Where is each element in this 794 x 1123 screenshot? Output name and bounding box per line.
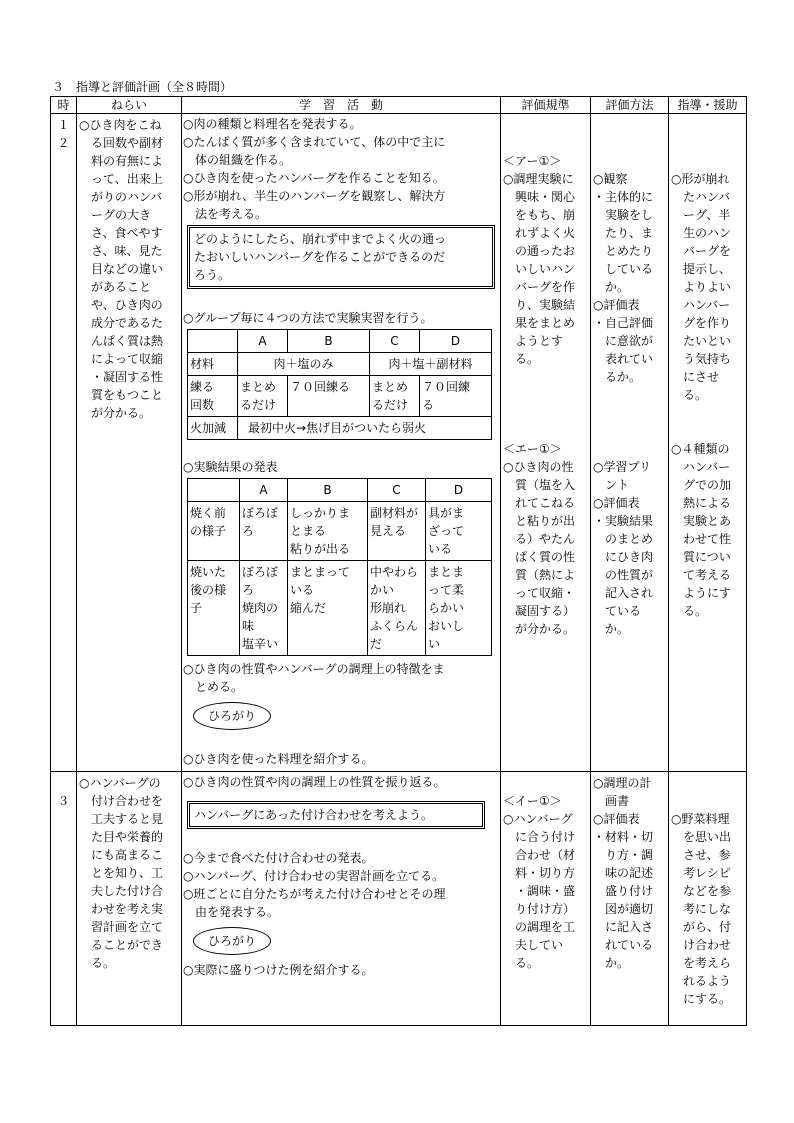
text-line: にひき肉 bbox=[593, 550, 654, 564]
text-line: バーグを bbox=[671, 244, 732, 258]
text-line: って、出来上 bbox=[79, 172, 163, 186]
res-head-d: D bbox=[426, 479, 492, 502]
res-before-a bbox=[240, 502, 288, 561]
text-line: いる bbox=[290, 583, 315, 597]
exp-head-b: B bbox=[288, 330, 370, 353]
support bbox=[671, 810, 744, 1008]
text-line: か。 bbox=[593, 622, 630, 636]
text-line: ７０回練 bbox=[422, 380, 471, 394]
text-line: ○形が崩れ bbox=[671, 172, 730, 186]
res-head-a: A bbox=[240, 479, 288, 502]
text-line: 質（塩を入 bbox=[503, 478, 576, 492]
exp-knead-b: ７０回練る bbox=[288, 376, 370, 417]
text-line: 副材料が bbox=[370, 506, 419, 520]
question-box bbox=[187, 225, 495, 289]
text-line: どのようにしたら、崩れず中までよく火の通っ bbox=[194, 232, 447, 246]
text-line: ○ハンバーグ bbox=[503, 812, 573, 826]
method-cell-2 bbox=[591, 772, 669, 1026]
text-line: る。 bbox=[671, 388, 708, 402]
exp-head-a: A bbox=[238, 330, 288, 353]
res-before-label bbox=[188, 502, 240, 561]
criteria-a bbox=[503, 152, 588, 368]
text-line: ○ひき肉の性 bbox=[503, 460, 574, 474]
text-line: ようとす bbox=[503, 334, 564, 348]
text-line: ・凝固する性 bbox=[79, 370, 164, 384]
aim-text bbox=[79, 116, 179, 422]
activity-group: ○グループ毎に４つの方法で実験実習を行う。 bbox=[183, 311, 433, 325]
aim-cell-1 bbox=[77, 114, 182, 772]
text-line: 熱による bbox=[671, 496, 732, 510]
header-activity: 学 習 活 動 bbox=[182, 97, 501, 114]
activity-cell-2 bbox=[182, 772, 501, 1026]
text-line: ・自己評価 bbox=[593, 316, 654, 330]
text-line: に記入さ bbox=[593, 920, 654, 934]
res-before-d bbox=[426, 502, 492, 561]
criteria-cell-1 bbox=[501, 114, 591, 772]
text-line: しっかりま bbox=[290, 506, 351, 520]
activity-lines bbox=[183, 115, 499, 223]
question-text bbox=[194, 230, 488, 284]
text-line: 考にしな bbox=[671, 902, 732, 916]
text-line: 具がま bbox=[428, 506, 465, 520]
result-table bbox=[187, 478, 492, 656]
text-line: ぱく質の性 bbox=[503, 550, 576, 564]
exp-knead-label bbox=[188, 376, 238, 417]
activity-result: ○実験結果の発表 bbox=[183, 460, 278, 474]
text-line: ○形が崩れ、半生のハンバーグを観察し、解決方 bbox=[183, 189, 446, 203]
text-line: って柔 bbox=[428, 583, 465, 597]
text-line: たおいしいハンバーグを作ることができるのだ bbox=[194, 250, 446, 264]
text-line: 味 bbox=[242, 619, 255, 633]
text-line: 夫してい bbox=[503, 938, 564, 952]
text-line: 質をもつこと bbox=[79, 388, 164, 402]
text-line: の様子 bbox=[190, 524, 227, 538]
exp-head-d: D bbox=[420, 330, 492, 353]
text-line: れるよう bbox=[671, 974, 732, 988]
support-b bbox=[671, 440, 744, 620]
text-line: 中やわら bbox=[370, 565, 419, 579]
activity-lines bbox=[183, 849, 499, 921]
res-after-c bbox=[368, 561, 426, 656]
text-line: 料の有無によ bbox=[79, 154, 164, 168]
text-line: ○ハンバーグの bbox=[79, 776, 161, 790]
exp-head-blank bbox=[188, 330, 238, 353]
text-line: 塩辛い bbox=[242, 637, 279, 651]
text-line: る bbox=[422, 398, 435, 412]
exp-material-cd: 肉＋塩＋副材料 bbox=[370, 353, 492, 376]
text-line: ぼろぼ bbox=[242, 506, 279, 520]
text-line: 質につい bbox=[671, 550, 731, 564]
text-line: が分かる。 bbox=[503, 622, 576, 636]
activity-last: ○実際に盛りつけた例を紹介する。 bbox=[183, 963, 374, 977]
text-line: れている bbox=[593, 938, 654, 952]
text-line: る。 bbox=[503, 956, 540, 970]
text-line: ーグ、半 bbox=[671, 208, 731, 222]
text-line: ○ハンバーグ、付け合わせの実習計画を立てる。 bbox=[183, 869, 445, 883]
res-before-c bbox=[368, 502, 426, 561]
text-line: ○４種類の bbox=[671, 442, 730, 456]
text-line: いしいハン bbox=[503, 262, 576, 276]
header-support: 指導・援助 bbox=[669, 97, 747, 114]
text-line: させ、参 bbox=[671, 848, 731, 862]
res-after-d bbox=[426, 561, 492, 656]
text-line: があること bbox=[79, 280, 152, 294]
text-line: ○野菜料理 bbox=[671, 812, 730, 826]
text-line: をもち、崩 bbox=[503, 208, 576, 222]
text-line: 果をまとめ bbox=[503, 316, 576, 330]
text-line: れずよく火 bbox=[503, 226, 576, 240]
text-line: 形崩れ bbox=[370, 601, 407, 615]
text-line: る回数や副材 bbox=[79, 136, 164, 150]
text-line: ぼろぼ bbox=[242, 565, 279, 579]
criteria-cell-2 bbox=[501, 772, 591, 1026]
res-head-blank bbox=[188, 479, 240, 502]
method-b bbox=[593, 458, 666, 638]
text-line: が分かる。 bbox=[79, 406, 152, 420]
text-line: た目や栄養的 bbox=[79, 830, 164, 844]
text-line: まとま bbox=[428, 565, 465, 579]
text-line: け合わせ bbox=[671, 938, 732, 952]
text-line: 料・切り方 bbox=[503, 866, 576, 880]
text-line: 体の組織を作る。 bbox=[183, 153, 292, 167]
text-line: ○肉の種類と料理名を発表する。 bbox=[183, 117, 362, 131]
text-line: 凝固する） bbox=[503, 604, 576, 618]
text-line: り、実験結 bbox=[503, 298, 576, 312]
guidance-plan-table bbox=[50, 96, 747, 1026]
text-line: いる bbox=[428, 542, 453, 556]
text-line: に意欲が bbox=[593, 334, 654, 348]
text-line: などを参 bbox=[671, 884, 732, 898]
text-line: ○今まで食べた付け合わせの発表。 bbox=[183, 851, 374, 865]
text-line: とを知り、工 bbox=[79, 866, 164, 880]
section-title: ３ 指導と評価計画（全８時間） bbox=[52, 80, 233, 94]
res-head-c: C bbox=[368, 479, 426, 502]
text-line: ○ひき肉の性質やハンバーグの調理上の特徴をま bbox=[183, 662, 445, 676]
text-line: たハンバ bbox=[671, 190, 731, 204]
text-line: ○たんぱく質が多く含まれていて、体の中で主に bbox=[183, 135, 446, 149]
text-line: だ bbox=[370, 637, 383, 651]
text-line: 図が適切 bbox=[593, 902, 654, 916]
text-line: 実験をし bbox=[593, 208, 654, 222]
text-line: の調理を工 bbox=[503, 920, 576, 934]
text-line: たいとい bbox=[671, 334, 732, 348]
text-line: ○評価表 bbox=[593, 298, 640, 312]
text-line: を思い出 bbox=[671, 830, 732, 844]
text-line: ている bbox=[593, 604, 642, 618]
exp-knead-c bbox=[370, 376, 420, 417]
experiment-table bbox=[187, 329, 492, 440]
text-line: まとめ bbox=[240, 380, 277, 394]
text-line: 習計画を立て bbox=[79, 920, 164, 934]
method-a bbox=[593, 170, 666, 386]
exp-heat-value: 最初中火→焦げ目がついたら弱火 bbox=[238, 417, 492, 440]
text-line: たり、ま bbox=[593, 226, 654, 240]
text-line: れてこねる bbox=[503, 496, 576, 510]
text-line: 焼く前 bbox=[190, 506, 227, 520]
period-text: ３ bbox=[57, 794, 70, 808]
text-line: ○調理の計 bbox=[593, 776, 652, 790]
exp-knead-d bbox=[420, 376, 492, 417]
text-line: らかい bbox=[428, 601, 465, 615]
text-line: がら、付 bbox=[671, 920, 732, 934]
res-after-label bbox=[188, 561, 240, 656]
text-line: るだけ bbox=[240, 398, 277, 412]
text-line: まとめ bbox=[372, 380, 409, 394]
hirogari-oval-2: ひろがり bbox=[193, 927, 271, 955]
text-line: う気持ち bbox=[671, 352, 732, 366]
text-line: ハンバー bbox=[671, 298, 731, 312]
exp-head-c: C bbox=[370, 330, 420, 353]
hirogari-oval: ひろがり bbox=[193, 702, 271, 730]
text-line: り付け方） bbox=[503, 902, 576, 916]
text-line: 記入され bbox=[593, 586, 654, 600]
text-line: と粘りが出 bbox=[503, 514, 576, 528]
aim-cell-2 bbox=[77, 772, 182, 1026]
text-line: よりよい bbox=[671, 280, 732, 294]
period-cell-2 bbox=[51, 772, 77, 1026]
text-line: ＜アー①＞ bbox=[503, 154, 562, 168]
plan-row-1 bbox=[51, 114, 747, 772]
text-line: とめる。 bbox=[183, 680, 244, 694]
text-line: 回数 bbox=[190, 398, 215, 412]
text-line: 法を考える。 bbox=[183, 207, 268, 221]
text-line: って収縮・ bbox=[503, 586, 576, 600]
exp-material-label: 材料 bbox=[188, 353, 238, 376]
text-line: ろう。 bbox=[194, 268, 231, 282]
text-line: 味の記述 bbox=[593, 866, 654, 880]
header-method: 評価方法 bbox=[591, 97, 669, 114]
text-line: とめたり bbox=[593, 244, 654, 258]
text-line: グでの加 bbox=[671, 478, 732, 492]
text-line: ・材料・切 bbox=[593, 830, 654, 844]
text-line: 練る bbox=[190, 380, 215, 394]
support-a bbox=[671, 170, 744, 404]
text-line: とまる bbox=[290, 524, 327, 538]
text-line: 質（熱によ bbox=[503, 568, 576, 582]
text-line: ・主体的に bbox=[593, 190, 654, 204]
text-line: る。 bbox=[503, 352, 540, 366]
text-line: ○調理実験に bbox=[503, 172, 574, 186]
method bbox=[593, 774, 666, 972]
text-line: 付け合わせを bbox=[79, 794, 164, 808]
text-line: ることができ bbox=[79, 938, 164, 952]
text-line: グを作り bbox=[671, 316, 732, 330]
text-line: ント bbox=[593, 478, 630, 492]
text-line: １ bbox=[57, 118, 70, 132]
exp-knead-a bbox=[238, 376, 288, 417]
text-line: 実験とあ bbox=[671, 514, 732, 528]
text-line: さ、味、見た bbox=[79, 244, 163, 258]
text-line: ＜エー①＞ bbox=[503, 442, 562, 456]
text-line: にさせ bbox=[671, 370, 720, 384]
text-line: わせを考え実 bbox=[79, 902, 164, 916]
text-line: か。 bbox=[593, 956, 630, 970]
text-line: かい bbox=[370, 583, 395, 597]
text-line: ろ bbox=[242, 524, 255, 538]
text-line: んぱく質は熱 bbox=[79, 334, 164, 348]
criteria-b bbox=[503, 440, 588, 638]
text-line: おいし bbox=[428, 619, 465, 633]
text-line: がりのハンバ bbox=[79, 190, 163, 204]
text-line: る）やたん bbox=[503, 532, 576, 546]
res-before-b bbox=[288, 502, 368, 561]
text-line: 考レシピ bbox=[671, 866, 731, 880]
text-line: るか。 bbox=[593, 370, 642, 384]
text-line: 盛り付け bbox=[593, 884, 654, 898]
header-criteria: 評価規準 bbox=[501, 97, 591, 114]
question-text: ハンバーグにあった付け合わせを考えよう。 bbox=[194, 808, 434, 822]
support-cell-1 bbox=[669, 114, 747, 772]
text-line: ○ひき肉を使ったハンバーグを作ることを知る。 bbox=[183, 171, 445, 185]
text-line: 縮んだ bbox=[290, 601, 327, 615]
text-line: 夫した付け合 bbox=[79, 884, 164, 898]
text-line: 興味・関心 bbox=[503, 190, 576, 204]
text-line: ○評価表 bbox=[593, 812, 640, 826]
text-line: 子 bbox=[190, 601, 203, 615]
text-line: 粘りが出る bbox=[290, 542, 351, 556]
text-line: り方・調 bbox=[593, 848, 654, 862]
text-line: ・調味・盛 bbox=[503, 884, 576, 898]
text-line: バーグを作 bbox=[503, 280, 576, 294]
text-line: ざって bbox=[428, 524, 465, 538]
criteria bbox=[503, 792, 588, 972]
text-line: るだけ bbox=[372, 398, 409, 412]
text-line: や、ひき肉の bbox=[79, 298, 163, 312]
question-box-2 bbox=[187, 801, 485, 829]
text-line: ようにす bbox=[671, 586, 732, 600]
activity-summary bbox=[183, 660, 499, 696]
text-line: ○観察 bbox=[593, 172, 628, 186]
text-line: 由を発表する。 bbox=[183, 905, 280, 919]
text-line: 焼肉の bbox=[242, 601, 279, 615]
activity-first: ○ひき肉の性質や肉の調理上の性質を振り返る。 bbox=[183, 775, 446, 789]
exp-material-ab: 肉＋塩のみ bbox=[238, 353, 370, 376]
res-after-a bbox=[240, 561, 288, 656]
text-line: ○ひき肉をこね bbox=[79, 118, 162, 132]
text-line: まとまって bbox=[290, 565, 351, 579]
text-line: 後の様 bbox=[190, 583, 227, 597]
text-line: している bbox=[593, 262, 654, 276]
text-line: 表れてい bbox=[593, 352, 654, 366]
text-line: ○班ごとに自分たちが考えた付け合わせとその理 bbox=[183, 887, 446, 901]
text-line: に合う付け bbox=[503, 830, 576, 844]
text-line: ーグの大き bbox=[79, 208, 152, 222]
res-head-b: B bbox=[288, 479, 368, 502]
text-line: 工夫すると見 bbox=[79, 812, 164, 826]
text-line: 見える bbox=[370, 524, 407, 538]
text-line: の性質が bbox=[593, 568, 654, 582]
text-line: ○評価表 bbox=[593, 496, 640, 510]
header-period: 時 bbox=[51, 97, 77, 114]
text-line: さ、食べやす bbox=[79, 226, 163, 240]
text-line: い bbox=[428, 637, 441, 651]
text-line: 焼いた bbox=[190, 565, 227, 579]
support-cell-2 bbox=[669, 772, 747, 1026]
text-line: 提示し、 bbox=[671, 262, 732, 276]
text-line: ハンバー bbox=[671, 460, 731, 474]
text-line: ふくらん bbox=[370, 619, 419, 633]
period-cell-1 bbox=[51, 114, 77, 772]
text-line: わせて性 bbox=[671, 532, 732, 546]
text-line: 生のハン bbox=[671, 226, 732, 240]
text-line: の通ったお bbox=[503, 244, 576, 258]
text-line: 目などの違い bbox=[79, 262, 164, 276]
text-line: ・実験結果 bbox=[593, 514, 654, 528]
exp-heat-label: 火加減 bbox=[188, 417, 238, 440]
aim-text bbox=[79, 774, 179, 972]
activity-last: ○ひき肉を使った料理を紹介する。 bbox=[183, 752, 374, 766]
header-aim: ねらい bbox=[77, 97, 182, 114]
res-after-b bbox=[288, 561, 368, 656]
activity-cell-1 bbox=[182, 114, 501, 772]
text-line: 画書 bbox=[593, 794, 630, 808]
text-line: ２ bbox=[57, 136, 70, 150]
text-line: て考える bbox=[671, 568, 732, 582]
text-line: ろ bbox=[242, 583, 255, 597]
plan-row-2 bbox=[51, 772, 747, 1026]
text-line: を考えら bbox=[671, 956, 732, 970]
method-cell-1 bbox=[591, 114, 669, 772]
text-line: ＜イー①＞ bbox=[503, 794, 562, 808]
text-line: 成分であるた bbox=[79, 316, 164, 330]
text-line: 合わせ（材 bbox=[503, 848, 576, 862]
text-line: る。 bbox=[79, 956, 116, 970]
text-line: る。 bbox=[671, 604, 708, 618]
header-row bbox=[51, 97, 747, 114]
text-line: にする。 bbox=[671, 992, 732, 1006]
text-line: にも高まるこ bbox=[79, 848, 164, 862]
period-text bbox=[53, 116, 74, 152]
text-line: によって収縮 bbox=[79, 352, 164, 366]
text-line: のまとめ bbox=[593, 532, 654, 546]
text-line: ○学習プリ bbox=[593, 460, 651, 474]
text-line: か。 bbox=[593, 280, 630, 294]
